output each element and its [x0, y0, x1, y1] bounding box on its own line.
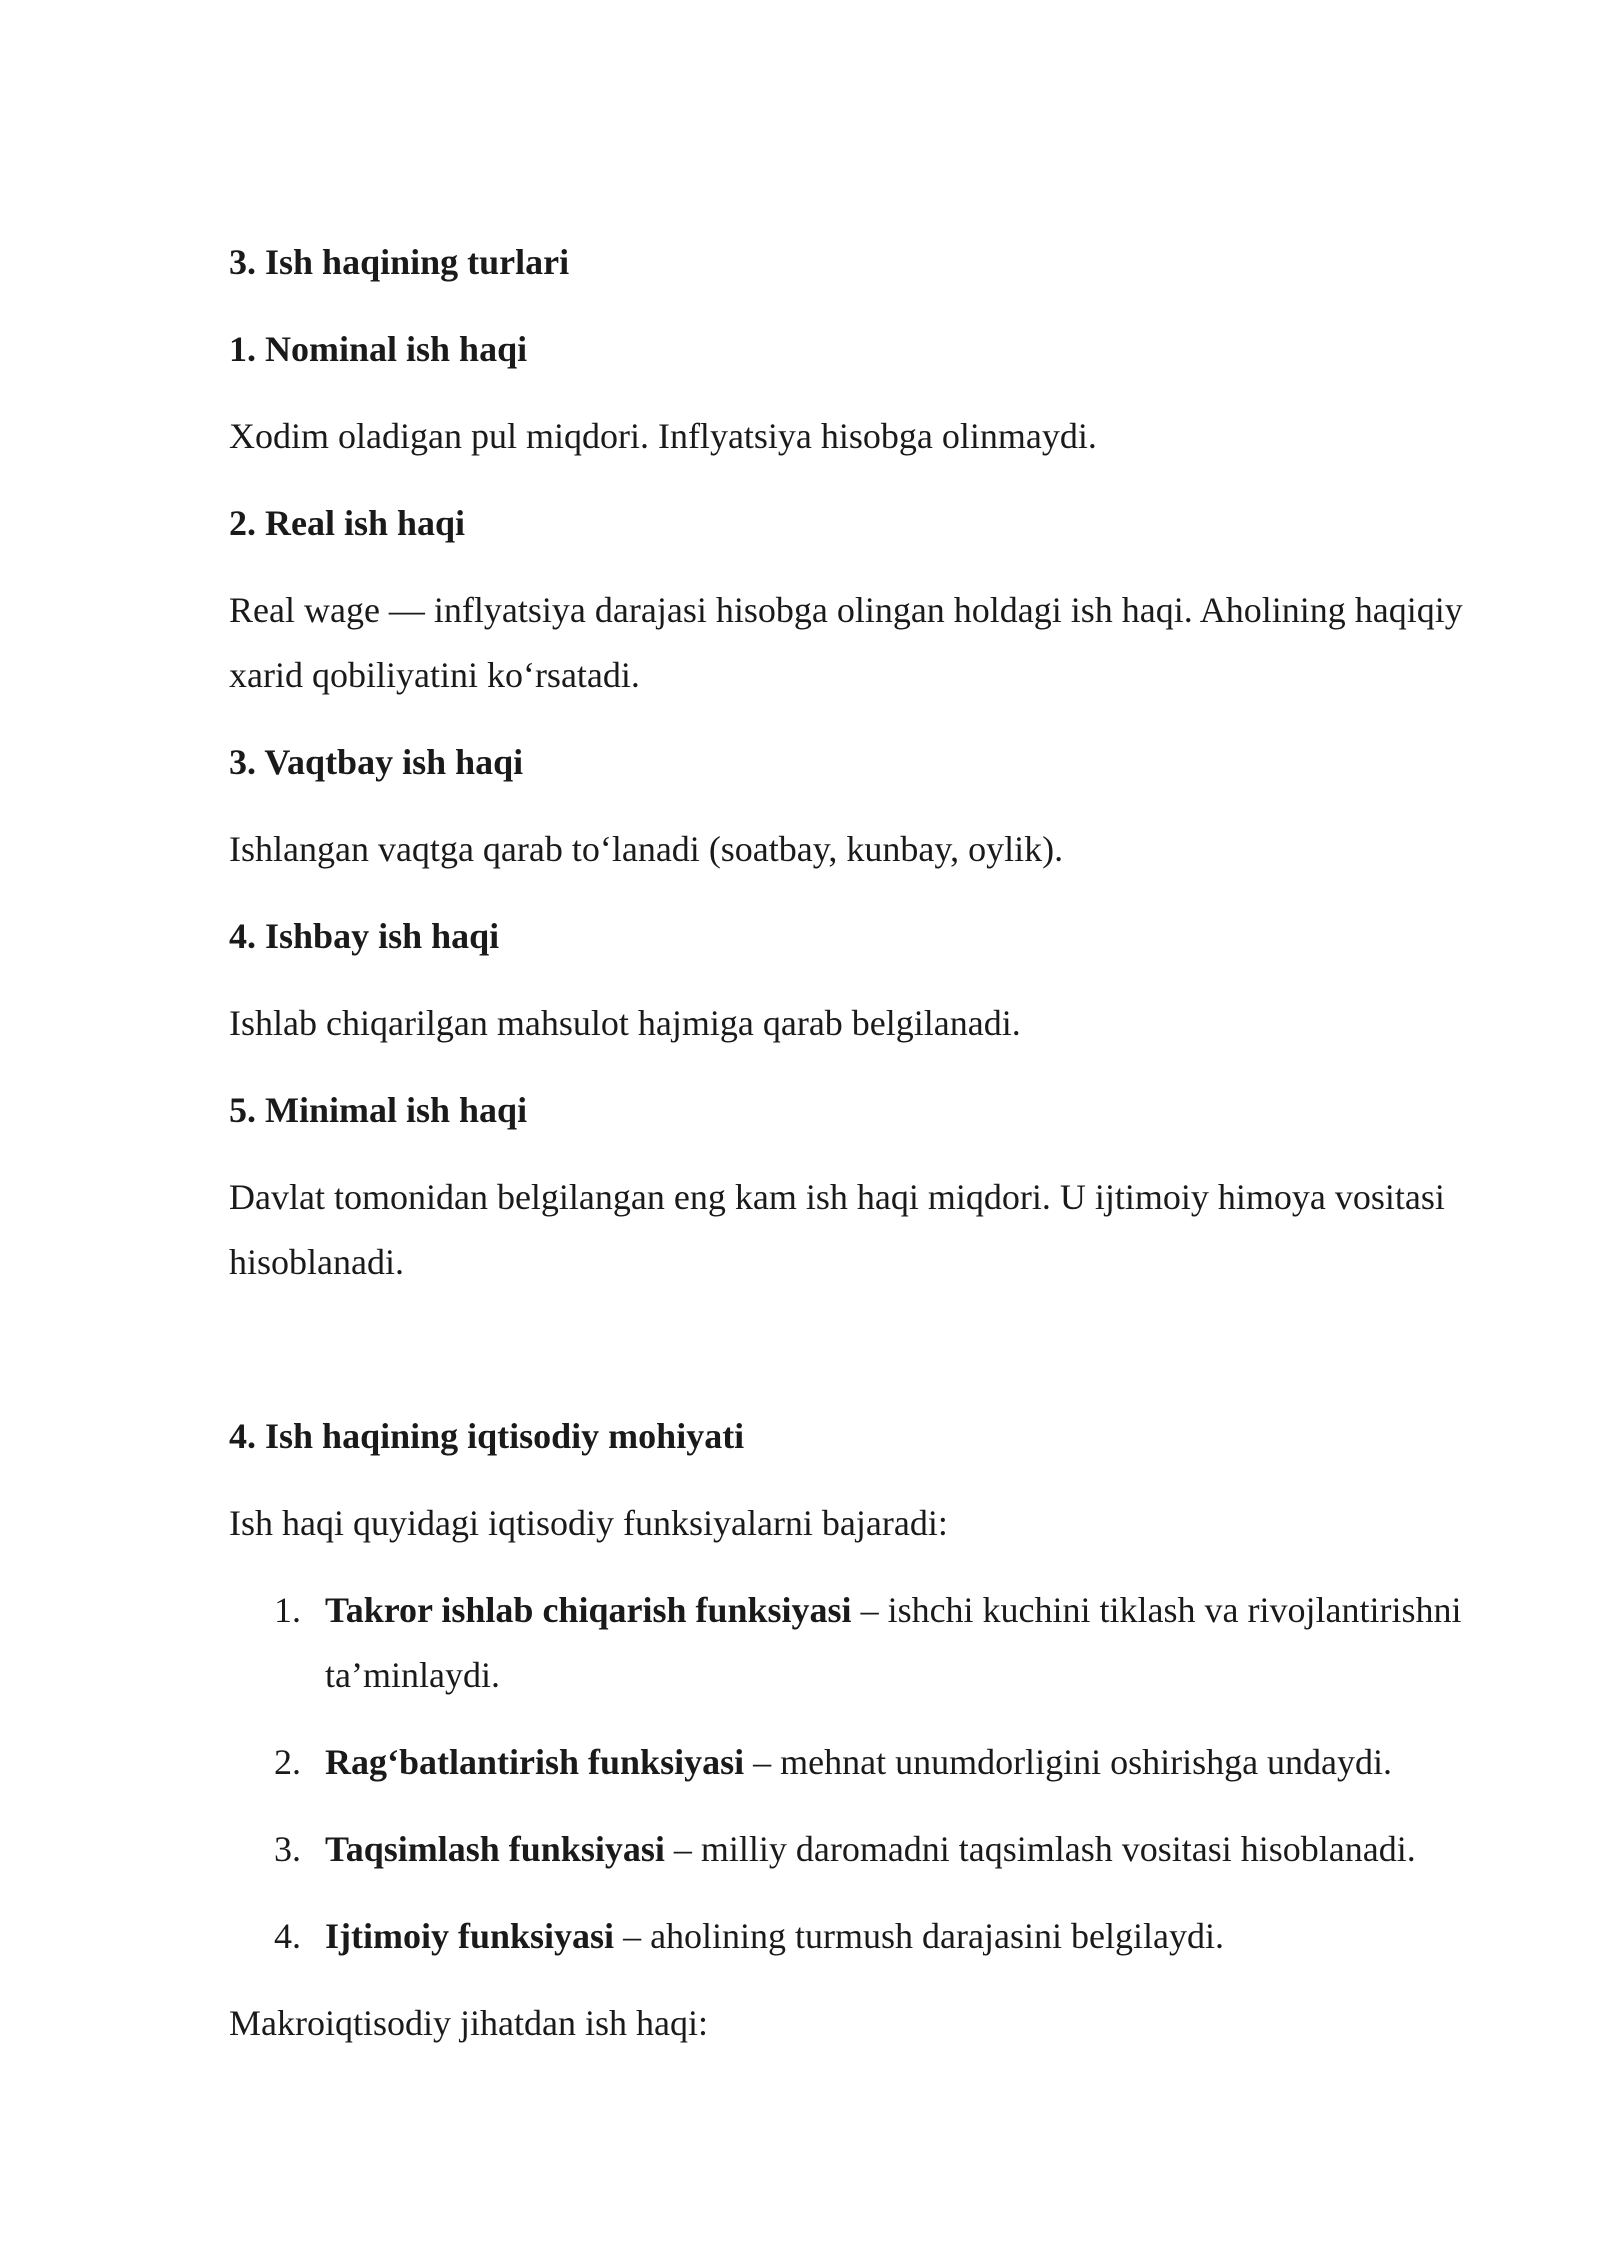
function-term: Takror ishlab chiqarish funksiyasi [325, 1590, 852, 1630]
wage-type-text-nominal: Xodim oladigan pul miqdori. Inflyatsiya hisobga olinmaydi. [229, 416, 1097, 456]
macro-intro: Makroiqtisodiy jihatdan ish haqi: [229, 2003, 708, 2043]
function-description: – milliy daromadni taqsimlash vositasi hisoblanadi. [664, 1829, 1416, 1869]
wage-type-text-minimal: Davlat tomonidan belgilangan eng kam ish haqi miqdori. U ijtimoiy himoya vositasi hisoblanadi. [229, 1177, 1445, 1282]
wage-type-heading-nominal: 1. Nominal ish haqi [229, 329, 528, 369]
list-item-number: 1. [274, 1590, 301, 1630]
section-title-economic-essence: 4. Ish haqining iqtisodiy mohiyati [229, 1416, 745, 1456]
wage-type-heading-time: 3. Vaqtbay ish haqi [229, 742, 524, 782]
section-title-wage-types: 3. Ish haqining turlari [229, 242, 570, 282]
function-term: Ijtimoiy funksiyasi [325, 1916, 615, 1956]
list-item [229, 1578, 1479, 1708]
list-item [229, 1730, 1479, 1795]
function-description: – aholining turmush darajasini belgilaydi. [614, 1916, 1224, 1956]
wage-type-heading-real: 2. Real ish haqi [229, 503, 466, 543]
list-item [229, 1817, 1479, 1882]
wage-type-heading-piece: 4. Ishbay ish haqi [229, 916, 500, 956]
list-item [229, 1904, 1479, 1969]
function-description: – mehnat unumdorligini oshirishga undaydi. [744, 1742, 1393, 1782]
wage-type-heading-minimal: 5. Minimal ish haqi [229, 1090, 528, 1130]
function-description: – ishchi kuchini tiklash va rivojlantirishni ta’minlaydi. [325, 1590, 1462, 1695]
function-term: Rag‘batlantirish funksiyasi [325, 1742, 745, 1782]
list-item-number: 2. [274, 1742, 301, 1782]
functions-list [229, 1578, 1479, 1969]
document-page [229, 230, 1479, 2078]
wage-type-text-piece: Ishlab chiqarilgan mahsulot hajmiga qarab belgilanadi. [229, 1003, 1021, 1043]
section-spacer [229, 1317, 1479, 1404]
list-item-number: 4. [274, 1916, 301, 1956]
wage-type-text-time: Ishlangan vaqtga qarab to‘lanadi (soatbay, kunbay, oylik). [229, 829, 1064, 869]
functions-intro: Ish haqi quyidagi iqtisodiy funksiyalarni bajaradi: [229, 1503, 948, 1543]
wage-type-text-real: Real wage — inflyatsiya darajasi hisobga olingan holdagi ish haqi. Aholining haqiqiy xarid qobiliyatini ko‘rsatadi. [229, 590, 1463, 695]
list-item-number: 3. [274, 1829, 301, 1869]
function-term: Taqsimlash funksiyasi [325, 1829, 665, 1869]
